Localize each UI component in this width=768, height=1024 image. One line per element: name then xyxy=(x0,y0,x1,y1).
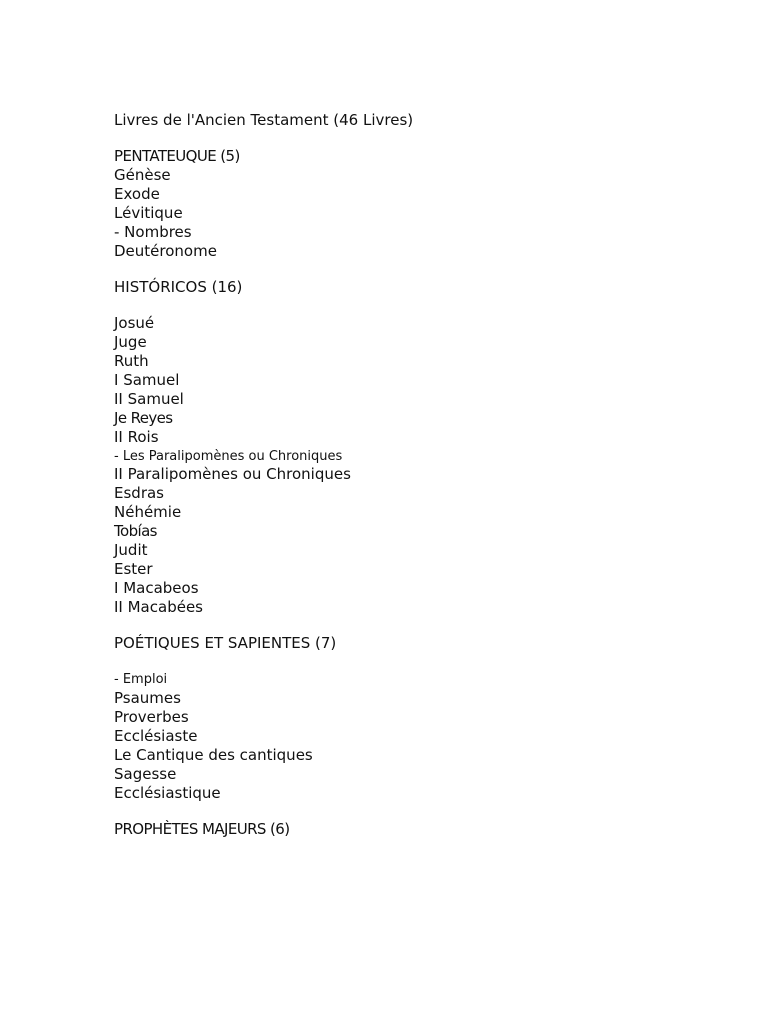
list-item: Judit xyxy=(114,541,148,559)
list-item: Néhémie xyxy=(114,503,182,521)
list-item: Josué xyxy=(114,314,155,332)
list-item: II Samuel xyxy=(114,390,184,408)
list-item: I Samuel xyxy=(114,371,180,389)
list-item: Esdras xyxy=(114,484,164,502)
list-item: - Les Paralipomènes ou Chroniques xyxy=(114,449,343,464)
list-item: Ecclésiastique xyxy=(114,784,221,802)
list-item: Deutéronome xyxy=(114,242,217,260)
list-item: Ester xyxy=(114,560,153,578)
list-item: II Paralipomènes ou Chroniques xyxy=(114,465,351,483)
section-heading-poetiques: POÉTIQUES ET SAPIENTES (7) xyxy=(114,634,337,652)
list-item: Génèse xyxy=(114,166,171,184)
list-item: Ruth xyxy=(114,352,149,370)
list-item: Ecclésiaste xyxy=(114,727,198,745)
list-item: Proverbes xyxy=(114,708,189,726)
list-item: II Macabées xyxy=(114,598,203,616)
list-item: - Nombres xyxy=(114,223,192,241)
list-item: Je Reyes xyxy=(114,409,173,427)
list-item: Sagesse xyxy=(114,765,177,783)
list-item: Lévitique xyxy=(114,204,183,222)
list-item: Juge xyxy=(114,333,147,351)
section-heading-pentateuque: PENTATEUQUE (5) xyxy=(114,147,240,165)
list-item: - Emploi xyxy=(114,672,168,687)
list-item: Psaumes xyxy=(114,689,181,707)
list-item: Le Cantique des cantiques xyxy=(114,746,313,764)
document-title: Livres de l'Ancien Testament (46 Livres) xyxy=(114,111,414,129)
section-heading-historicos: HISTÓRICOS (16) xyxy=(114,278,243,296)
list-item: Tobías xyxy=(114,522,157,540)
list-item: I Macabeos xyxy=(114,579,199,597)
list-item: Exode xyxy=(114,185,160,203)
list-item: II Rois xyxy=(114,428,159,446)
section-heading-prophetes-majeurs: PROPHÈTES MAJEURS (6) xyxy=(114,820,290,838)
